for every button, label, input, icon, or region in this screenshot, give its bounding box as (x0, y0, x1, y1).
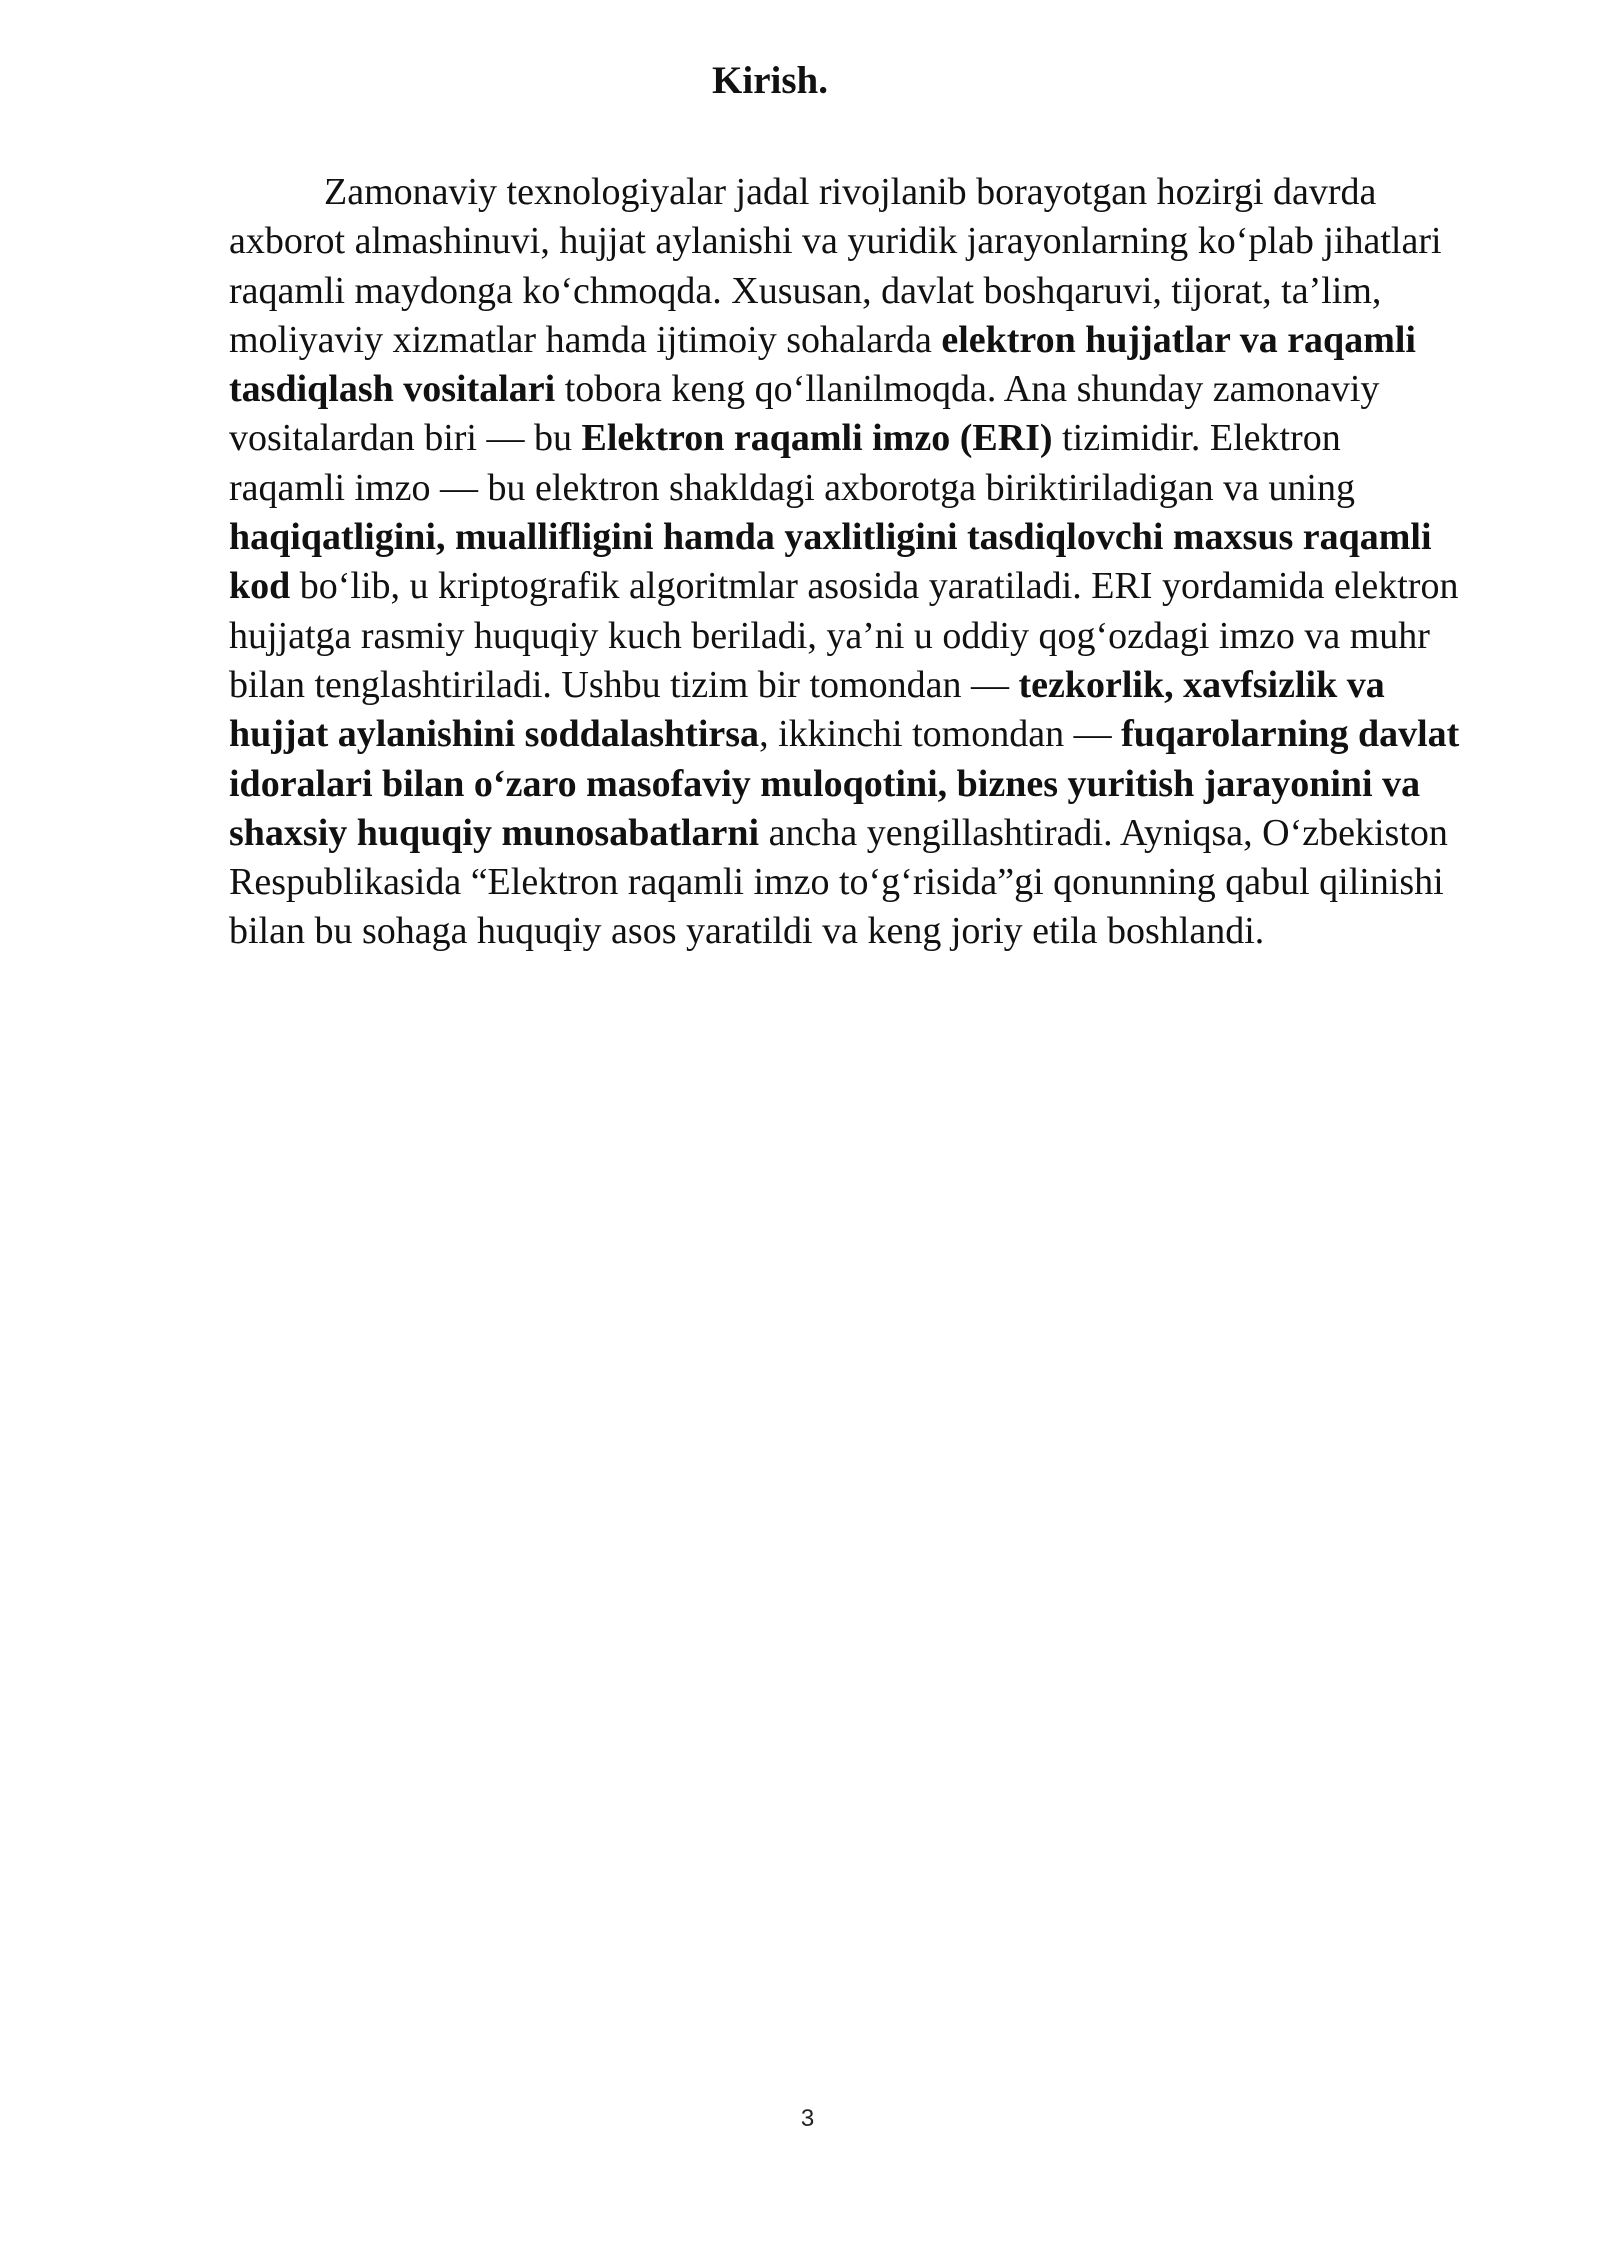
paragraph-bold-text: elektron hujjatlar va raqamli tasdiqlash vositalari (229, 318, 1416, 411)
intro-paragraph (229, 168, 1464, 957)
paragraph-text: ancha yengillashtiradi. Ayniqsa, O‘zbekiston Respublikasida “Elektron raqamli imzo to‘g‘risida”gi qonunning qabul qilinishi bilan bu sohaga huquqiy asos yaratildi va keng joriy etila boshlandi. (229, 811, 1448, 953)
paragraph-bold-text: haqiqatligini, muallifligini hamda yaxlitligini tasdiqlovchi maxsus raqamli kod (229, 516, 1432, 608)
paragraph-text: , ikkinchi tomondan — (759, 713, 1122, 756)
paragraph-text: Zamonaviy texnologiyalar jadal rivojlanib borayotgan hozirgi davrda axborot almashinuvi, hujjat aylanishi va yuridik jarayonlarning ko‘plab jihatlari raqamli maydonga ko‘chmoqda. Xususan, davlat boshqaruvi, tijorat, ta’lim, moliyaviy xizmatlar hamda ijtimoiy sohalarda (229, 171, 1442, 361)
paragraph-text: bo‘lib, u kriptografik algoritmlar asosida yaratiladi. ERI yordamida elektron hujjatga rasmiy huquqiy kuch beriladi, ya’ni u oddiy qog‘ozdagi imzo va muhr bilan tenglashtiriladi. Ushbu tizim bir tomondan — (229, 565, 1459, 706)
page-title: Kirish. (712, 59, 828, 102)
paragraph-text: tizimidir. Elektron raqamli imzo — bu elektron shakldagi axborotga biriktiriladigan va uning (229, 417, 1355, 509)
paragraph-text: tobora keng qo‘llanilmoqda. Ana shunday zamonaviy vositalardan biri — bu (229, 368, 1380, 460)
page-number: 3 (800, 2105, 815, 2132)
paragraph-bold-text: tezkorlik, xavfsizlik va hujjat aylanishini soddalashtirsa (229, 663, 1385, 756)
paragraph-bold-text: Elektron raqamli imzo (ERI) (581, 417, 1053, 460)
paragraph-bold-text: fuqarolarning davlat idoralari bilan o‘zaro masofaviy muloqotini, biznes yuritish jarayonini va shaxsiy huquqiy munosabatlarni (229, 713, 1460, 854)
